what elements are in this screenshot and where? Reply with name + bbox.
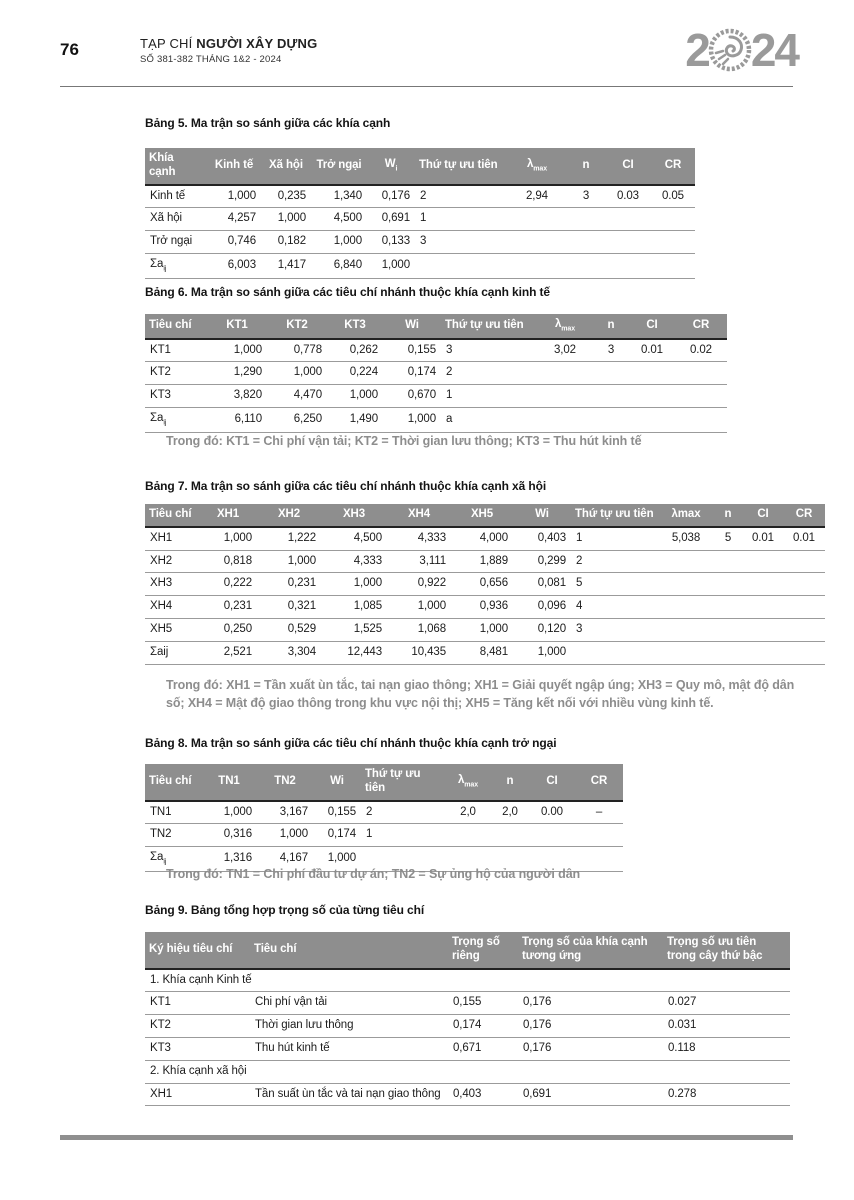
table-cell: 0,321 bbox=[257, 596, 321, 619]
table-cell: 0.05 bbox=[651, 185, 695, 208]
table-cell: 2,0 bbox=[445, 801, 491, 824]
table-cell: a bbox=[441, 408, 537, 433]
journal-title bbox=[140, 36, 317, 51]
table-cell: 1,000 bbox=[313, 847, 361, 872]
table-cell: 1,000 bbox=[383, 408, 441, 433]
table-cell: 0,174 bbox=[383, 362, 441, 385]
table-cell: 1 bbox=[571, 527, 659, 550]
column-header: XH5 bbox=[451, 504, 513, 527]
column-header: CR bbox=[783, 504, 825, 527]
table-row bbox=[145, 231, 695, 254]
table-cell: 0,691 bbox=[367, 208, 415, 231]
table-cell: 0.278 bbox=[663, 1083, 790, 1106]
table-cell: 0,818 bbox=[199, 550, 257, 573]
table-cell bbox=[491, 824, 529, 847]
column-header: CI bbox=[605, 148, 651, 185]
table-cell: 6,003 bbox=[207, 253, 261, 278]
table-cell: 6,840 bbox=[311, 253, 367, 278]
column-header: Wi bbox=[513, 504, 571, 527]
column-header: KT1 bbox=[207, 314, 267, 339]
table-cell: 3 bbox=[593, 339, 629, 362]
table-cell bbox=[629, 408, 675, 433]
table-cell bbox=[659, 641, 713, 664]
table-cell bbox=[713, 641, 743, 664]
table-cell bbox=[713, 618, 743, 641]
row-label: KT2 bbox=[145, 1015, 250, 1038]
table-cell bbox=[659, 596, 713, 619]
aspect-comparison-matrix bbox=[145, 148, 695, 279]
table-cell: 1,000 bbox=[513, 641, 571, 664]
table-cell bbox=[605, 231, 651, 254]
row-label: $\Sigma a_{ij}$ bbox=[145, 847, 201, 872]
table-cell: 0,176 bbox=[518, 1015, 663, 1038]
table-cell: 0,403 bbox=[513, 527, 571, 550]
table-8-container bbox=[145, 764, 623, 872]
table-cell bbox=[537, 362, 593, 385]
table-cell bbox=[783, 641, 825, 664]
table-cell bbox=[675, 408, 727, 433]
header-row bbox=[145, 148, 695, 185]
row-label: $\Sigma a_{ij}$ bbox=[145, 253, 207, 278]
table-row bbox=[145, 362, 727, 385]
table-cell: 0.01 bbox=[783, 527, 825, 550]
table-cell: 1,000 bbox=[199, 527, 257, 550]
table-cell bbox=[567, 231, 605, 254]
table-cell: 1,068 bbox=[387, 618, 451, 641]
table-row bbox=[145, 1037, 790, 1060]
table-cell: 1 bbox=[441, 385, 537, 408]
table-cell bbox=[743, 550, 783, 573]
table-cell bbox=[659, 618, 713, 641]
table-cell: 3 bbox=[441, 339, 537, 362]
table-cell: 1,000 bbox=[261, 208, 311, 231]
table-cell: 0.03 bbox=[605, 185, 651, 208]
table-cell bbox=[743, 596, 783, 619]
section-row-label: 1. Khía cạnh Kinh tế bbox=[145, 969, 790, 992]
column-header: $W_i$ bbox=[367, 148, 415, 185]
table-cell: 6,250 bbox=[267, 408, 327, 433]
column-header: Kinh tế bbox=[207, 148, 261, 185]
table-cell: 0.01 bbox=[743, 527, 783, 550]
table-cell: 1,000 bbox=[257, 824, 313, 847]
table-cell: 0,316 bbox=[201, 824, 257, 847]
table-7-container bbox=[145, 504, 825, 665]
table-cell: 2,521 bbox=[199, 641, 257, 664]
table-6-container bbox=[145, 314, 727, 433]
table-cell: 12,443 bbox=[321, 641, 387, 664]
table-row bbox=[145, 969, 790, 992]
table-cell: 0,133 bbox=[367, 231, 415, 254]
table-cell: 0,174 bbox=[448, 1015, 518, 1038]
table-cell bbox=[783, 573, 825, 596]
table-cell: 0.01 bbox=[629, 339, 675, 362]
table-cell: 0.118 bbox=[663, 1037, 790, 1060]
table-row bbox=[145, 1060, 790, 1083]
table-cell bbox=[783, 596, 825, 619]
table-row bbox=[145, 550, 825, 573]
table-cell: 2 bbox=[571, 550, 659, 573]
table-cell bbox=[507, 231, 567, 254]
table-cell bbox=[651, 208, 695, 231]
table-cell: 4,333 bbox=[387, 527, 451, 550]
row-label: TN2 bbox=[145, 824, 201, 847]
table-cell: 0,746 bbox=[207, 231, 261, 254]
table-cell bbox=[783, 550, 825, 573]
table-cell: 1 bbox=[415, 208, 507, 231]
table-cell: 3 bbox=[415, 231, 507, 254]
table-cell: 0,222 bbox=[199, 573, 257, 596]
table-cell: 0,778 bbox=[267, 339, 327, 362]
table-cell: Thời gian lưu thông bbox=[250, 1015, 448, 1038]
table-cell: 0,671 bbox=[448, 1037, 518, 1060]
table-cell: 1,000 bbox=[257, 550, 321, 573]
row-label: Σaij bbox=[145, 641, 199, 664]
table-cell: 0.02 bbox=[675, 339, 727, 362]
table-cell bbox=[713, 550, 743, 573]
table-cell: 5 bbox=[713, 527, 743, 550]
row-label: Xã hội bbox=[145, 208, 207, 231]
row-label: $\Sigma a_{ij}$ bbox=[145, 408, 207, 433]
table-cell bbox=[743, 573, 783, 596]
table-5-container bbox=[145, 148, 695, 279]
table-cell: 0,155 bbox=[448, 992, 518, 1015]
table-cell bbox=[783, 618, 825, 641]
column-header: n bbox=[713, 504, 743, 527]
row-label: Trở ngại bbox=[145, 231, 207, 254]
table-cell: 0,250 bbox=[199, 618, 257, 641]
table-cell bbox=[537, 385, 593, 408]
header-rule bbox=[60, 86, 793, 87]
column-header: KT3 bbox=[327, 314, 383, 339]
row-label: XH1 bbox=[145, 1083, 250, 1106]
economic-criteria-matrix bbox=[145, 314, 727, 433]
row-label: KT2 bbox=[145, 362, 207, 385]
table-cell bbox=[593, 408, 629, 433]
row-label: KT1 bbox=[145, 992, 250, 1015]
masthead bbox=[140, 36, 317, 65]
table-cell: 0.027 bbox=[663, 992, 790, 1015]
table-7-title: Bảng 7. Ma trận so sánh giữa các tiêu chí nhánh thuộc khía cạnh xã hội bbox=[145, 479, 547, 493]
column-header: CR bbox=[575, 764, 623, 801]
table-cell: 2 bbox=[441, 362, 537, 385]
table-cell bbox=[743, 641, 783, 664]
table-cell: 0,176 bbox=[518, 992, 663, 1015]
table-cell bbox=[659, 550, 713, 573]
table-row bbox=[145, 641, 825, 664]
row-label: XH3 bbox=[145, 573, 199, 596]
column-header: Trở ngại bbox=[311, 148, 367, 185]
table-row bbox=[145, 824, 623, 847]
table-cell: 4,000 bbox=[451, 527, 513, 550]
table-cell: 0,155 bbox=[383, 339, 441, 362]
column-header: n bbox=[567, 148, 605, 185]
journal-prefix: TẠP CHÍ bbox=[140, 36, 193, 51]
row-label: XH2 bbox=[145, 550, 199, 573]
header-row bbox=[145, 932, 790, 969]
table-cell: 1,085 bbox=[321, 596, 387, 619]
table-8-note: Trong đó: TN1 = Chi phí đầu tư dự án; TN2 = Sự ủng hộ của người dân bbox=[166, 867, 581, 881]
table-cell: 2 bbox=[361, 801, 445, 824]
header-row bbox=[145, 314, 727, 339]
row-label: KT3 bbox=[145, 1037, 250, 1060]
table-cell: 0,176 bbox=[518, 1037, 663, 1060]
table-cell: 3,02 bbox=[537, 339, 593, 362]
logo-digit-2: 2 bbox=[685, 24, 709, 76]
column-header: Trọng số riêng bbox=[448, 932, 518, 969]
column-header: XH1 bbox=[199, 504, 257, 527]
table-cell bbox=[659, 573, 713, 596]
table-9-title: Bảng 9. Bảng tổng hợp trọng số của từng tiêu chí bbox=[145, 903, 425, 917]
table-cell: 4,500 bbox=[321, 527, 387, 550]
table-cell: 4 bbox=[571, 596, 659, 619]
table-cell: 0,670 bbox=[383, 385, 441, 408]
table-cell bbox=[537, 408, 593, 433]
table-row bbox=[145, 801, 623, 824]
column-header: CI bbox=[529, 764, 575, 801]
column-header: Thứ tự ưu tiên bbox=[441, 314, 537, 339]
table-cell: 0,656 bbox=[451, 573, 513, 596]
table-cell bbox=[593, 362, 629, 385]
table-cell: 4,257 bbox=[207, 208, 261, 231]
column-header: Thứ tự ưu tiên bbox=[571, 504, 659, 527]
table-cell: 3,820 bbox=[207, 385, 267, 408]
table-cell bbox=[567, 253, 605, 278]
table-cell bbox=[593, 385, 629, 408]
row-label: KT3 bbox=[145, 385, 207, 408]
table-cell bbox=[415, 253, 507, 278]
table-cell: 0,529 bbox=[257, 618, 321, 641]
table-cell: 1,316 bbox=[201, 847, 257, 872]
column-header: Ký hiệu tiêu chí bbox=[145, 932, 250, 969]
column-header: Thứ tự ưu tiên bbox=[415, 148, 507, 185]
column-header: Wi bbox=[383, 314, 441, 339]
row-label: XH1 bbox=[145, 527, 199, 550]
table-cell: 1,490 bbox=[327, 408, 383, 433]
page-number: 76 bbox=[60, 40, 79, 59]
column-header: Tiêu chí bbox=[250, 932, 448, 969]
table-cell bbox=[571, 641, 659, 664]
table-cell: Thu hút kinh tế bbox=[250, 1037, 448, 1060]
column-header: Khía cạnh bbox=[145, 148, 207, 185]
column-header: TN1 bbox=[201, 764, 257, 801]
table-cell: 4,500 bbox=[311, 208, 367, 231]
table-row bbox=[145, 339, 727, 362]
obstacle-criteria-matrix bbox=[145, 764, 623, 872]
column-header: XH3 bbox=[321, 504, 387, 527]
column-header: Trọng số ưu tiên trong cây thứ bậc bbox=[663, 932, 790, 969]
table-cell bbox=[567, 208, 605, 231]
table-row bbox=[145, 253, 695, 278]
table-cell: 3 bbox=[571, 618, 659, 641]
table-cell: 0,182 bbox=[261, 231, 311, 254]
table-cell: 1,889 bbox=[451, 550, 513, 573]
section-row-label: 2. Khía cạnh xã hội bbox=[145, 1060, 790, 1083]
table-cell bbox=[675, 385, 727, 408]
column-header: CR bbox=[651, 148, 695, 185]
footer-rule bbox=[60, 1135, 793, 1140]
table-row bbox=[145, 408, 727, 433]
column-header: Wi bbox=[313, 764, 361, 801]
table-row bbox=[145, 573, 825, 596]
table-row bbox=[145, 1015, 790, 1038]
column-header: XH2 bbox=[257, 504, 321, 527]
social-criteria-matrix bbox=[145, 504, 825, 665]
table-8-title: Bảng 8. Ma trận so sánh giữa các tiêu chí nhánh thuộc khía cạnh trở ngại bbox=[145, 736, 557, 750]
table-row bbox=[145, 527, 825, 550]
column-header: $\lambda_{max}$ bbox=[445, 764, 491, 801]
table-cell bbox=[605, 253, 651, 278]
column-header: TN2 bbox=[257, 764, 313, 801]
column-header: Tiêu chí bbox=[145, 314, 207, 339]
table-cell: 1,290 bbox=[207, 362, 267, 385]
table-cell: 1,222 bbox=[257, 527, 321, 550]
table-cell: 1,000 bbox=[311, 231, 367, 254]
issue-line: SỐ 381-382 THÁNG 1&2 - 2024 bbox=[140, 54, 282, 65]
table-cell: 3 bbox=[567, 185, 605, 208]
table-cell: Tần suất ùn tắc và tai nạn giao thông bbox=[250, 1083, 448, 1106]
table-9-container bbox=[145, 932, 790, 1106]
table-cell: 1,000 bbox=[321, 573, 387, 596]
table-cell: 0,231 bbox=[199, 596, 257, 619]
table-cell bbox=[629, 385, 675, 408]
table-cell: 5 bbox=[571, 573, 659, 596]
column-header: Xã hội bbox=[261, 148, 311, 185]
table-cell bbox=[507, 208, 567, 231]
table-cell: 1 bbox=[361, 824, 445, 847]
table-cell: 0,096 bbox=[513, 596, 571, 619]
table-cell: 1,000 bbox=[387, 596, 451, 619]
table-cell: 0,235 bbox=[261, 185, 311, 208]
table-cell: 4,333 bbox=[321, 550, 387, 573]
column-header: $\lambda_{max}$ bbox=[537, 314, 593, 339]
table-cell: 8,481 bbox=[451, 641, 513, 664]
table-cell: 1,525 bbox=[321, 618, 387, 641]
weights-summary-table bbox=[145, 932, 790, 1106]
column-header: Tiêu chí bbox=[145, 764, 201, 801]
journal-name: NGƯỜI XÂY DỰNG bbox=[196, 36, 318, 51]
table-6-note: Trong đó: KT1 = Chi phí vận tải; KT2 = Thời gian lưu thông; KT3 = Thu hút kinh tế bbox=[166, 434, 642, 448]
column-header: CR bbox=[675, 314, 727, 339]
table-cell: Chi phí vận tải bbox=[250, 992, 448, 1015]
column-header: Thứ tự ưu tiên bbox=[361, 764, 445, 801]
column-header: Trọng số của khía cạnh tương ứng bbox=[518, 932, 663, 969]
table-row bbox=[145, 385, 727, 408]
table-cell: 0,691 bbox=[518, 1083, 663, 1106]
table-cell: 1,000 bbox=[367, 253, 415, 278]
table-cell bbox=[743, 618, 783, 641]
table-cell: 0,081 bbox=[513, 573, 571, 596]
table-cell: 1,000 bbox=[451, 618, 513, 641]
table-cell bbox=[713, 596, 743, 619]
table-cell: 1,340 bbox=[311, 185, 367, 208]
table-cell bbox=[629, 362, 675, 385]
table-cell: 0,922 bbox=[387, 573, 451, 596]
table-cell: 3,111 bbox=[387, 550, 451, 573]
column-header: n bbox=[593, 314, 629, 339]
table-cell: 0,155 bbox=[313, 801, 361, 824]
table-cell bbox=[713, 573, 743, 596]
column-header: XH4 bbox=[387, 504, 451, 527]
table-cell: 2,94 bbox=[507, 185, 567, 208]
table-cell: 0,262 bbox=[327, 339, 383, 362]
table-cell: 3,167 bbox=[257, 801, 313, 824]
row-label: KT1 bbox=[145, 339, 207, 362]
table-cell: 10,435 bbox=[387, 641, 451, 664]
table-cell: 0,403 bbox=[448, 1083, 518, 1106]
table-cell: – bbox=[575, 801, 623, 824]
table-row bbox=[145, 618, 825, 641]
table-cell bbox=[675, 362, 727, 385]
table-row bbox=[145, 596, 825, 619]
column-header: $\lambda_{max}$ bbox=[507, 148, 567, 185]
table-cell: 0,299 bbox=[513, 550, 571, 573]
row-label: XH5 bbox=[145, 618, 199, 641]
table-6-title: Bảng 6. Ma trận so sánh giữa các tiêu chí nhánh thuộc khía cạnh kinh tế bbox=[145, 285, 551, 299]
table-row bbox=[145, 992, 790, 1015]
table-cell: 0,176 bbox=[367, 185, 415, 208]
table-cell: 0,174 bbox=[313, 824, 361, 847]
table-cell: 5,038 bbox=[659, 527, 713, 550]
column-header: KT2 bbox=[267, 314, 327, 339]
table-cell: 1,000 bbox=[327, 385, 383, 408]
table-7-note: Trong đó: XH1 = Tần xuất ùn tắc, tai nạn giao thông; XH1 = Giải quyết ngập úng; XH3 = Quy mô, mật độ dân số; XH4 = Mật độ giao thông trong khu vực nội thị; XH5 = Tăng kết nối với nhiều vùng kinh tế. bbox=[166, 678, 795, 710]
column-header: n bbox=[491, 764, 529, 801]
table-cell: 0.00 bbox=[529, 801, 575, 824]
table-cell bbox=[445, 824, 491, 847]
table-row bbox=[145, 185, 695, 208]
table-cell: 0,936 bbox=[451, 596, 513, 619]
table-cell bbox=[507, 253, 567, 278]
table-cell: 4,470 bbox=[267, 385, 327, 408]
table-cell: 1,000 bbox=[207, 185, 261, 208]
row-label: Kinh tế bbox=[145, 185, 207, 208]
table-cell: 1,000 bbox=[267, 362, 327, 385]
table-cell bbox=[529, 824, 575, 847]
row-label: TN1 bbox=[145, 801, 201, 824]
table-cell: 0,224 bbox=[327, 362, 383, 385]
header-row bbox=[145, 504, 825, 527]
table-cell: 0,120 bbox=[513, 618, 571, 641]
column-header: CI bbox=[743, 504, 783, 527]
table-cell: 2,0 bbox=[491, 801, 529, 824]
table-cell: 6,110 bbox=[207, 408, 267, 433]
table-cell: 0.031 bbox=[663, 1015, 790, 1038]
logo-digits-24: 24 bbox=[750, 24, 798, 76]
header-row bbox=[145, 764, 623, 801]
table-cell bbox=[651, 231, 695, 254]
table-cell: 1,000 bbox=[207, 339, 267, 362]
table-cell bbox=[651, 253, 695, 278]
table-5-title: Bảng 5. Ma trận so sánh giữa các khía cạnh bbox=[145, 116, 391, 130]
table-cell: 0,231 bbox=[257, 573, 321, 596]
column-header: λmax bbox=[659, 504, 713, 527]
table-row bbox=[145, 1083, 790, 1106]
table-cell: 3,304 bbox=[257, 641, 321, 664]
column-header: Tiêu chí bbox=[145, 504, 199, 527]
table-cell bbox=[575, 824, 623, 847]
table-cell bbox=[605, 208, 651, 231]
table-cell: 4,167 bbox=[257, 847, 313, 872]
year-2024-logo bbox=[685, 26, 798, 74]
dragon-icon bbox=[706, 26, 754, 74]
table-cell: 1,000 bbox=[201, 801, 257, 824]
table-cell: 1,417 bbox=[261, 253, 311, 278]
row-label: XH4 bbox=[145, 596, 199, 619]
column-header: CI bbox=[629, 314, 675, 339]
table-cell: 2 bbox=[415, 185, 507, 208]
table-row bbox=[145, 208, 695, 231]
